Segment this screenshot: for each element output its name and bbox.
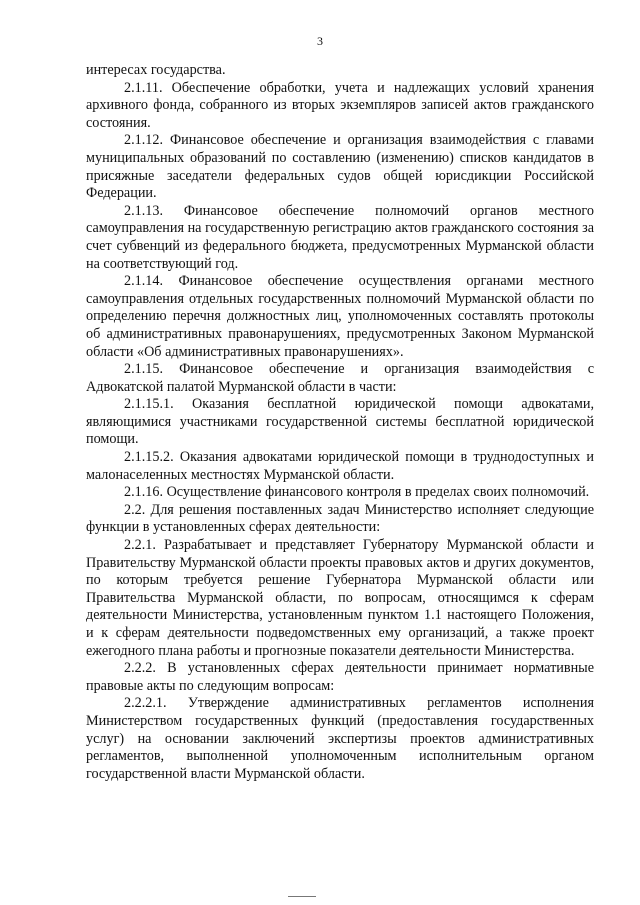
paragraph-2-1-14: 2.1.14. Финансовое обеспечение осуществления органами местного самоуправления отдельных государственных полномочий Мурманской области по определению перечня должностных лиц, уполномоченных составлять протоколы об административных правонарушениях, предусмотренных Законом Мурманской области «Об административных правонарушениях». (86, 273, 594, 360)
paragraph-2-1-16: 2.1.16. Осуществление финансового контроля в пределах своих полномочий. (124, 484, 590, 501)
footer-divider (288, 896, 316, 897)
page-number: 3 (317, 34, 323, 48)
paragraph-2-1-13: 2.1.13. Финансовое обеспечение полномочий органов местного самоуправления на государственную регистрацию актов гражданского состояния за счет субвенций из федерального бюджета, предусмотренных Мурманской области на соответствующий год. (86, 202, 594, 272)
paragraph-2-1-12: 2.1.12. Финансовое обеспечение и организация взаимодействия с главами муниципальных образований по составлению (изменению) списков кандидатов в присяжные заседатели федеральных судов общей юрисдикции Российской Федерации. (86, 132, 594, 202)
document-body (86, 62, 594, 783)
paragraph-2-2-1: 2.2.1. Разрабатывает и представляет Губернатору Мурманской области и Правительству Мурманской области проекты правовых актов и других документов, по которым требуется решение Губернатора Мурманской области или Правительства Мурманской области, по вопросам, относящимся к сферам деятельности Министерства, установленным пунктом 1.1 настоящего Положения, и к сферам деятельности подведомственных ему организаций, а также проект ежегодного плана работы и прогнозные показатели деятельности Министерства. (86, 537, 594, 659)
paragraph-continuation: интересах государства. (86, 62, 226, 78)
paragraph-2-1-11: 2.1.11. Обеспечение обработки, учета и надлежащих условий хранения архивного фонда, собранного из вторых экземпляров записей актов гражданского состояния. (86, 79, 594, 131)
paragraph-2-1-15: 2.1.15. Финансовое обеспечение и организация взаимодействия с Адвокатской палатой Мурманской области в части: (86, 361, 594, 395)
paragraph-2-2-2: 2.2.2. В установленных сферах деятельности принимает нормативные правовые акты по следующим вопросам: (86, 660, 594, 694)
paragraph-2-1-15-1: 2.1.15.1. Оказания бесплатной юридической помощи адвокатами, являющимися участниками государственной системы бесплатной юридической помощи. (86, 396, 594, 448)
paragraph-2-1-15-2: 2.1.15.2. Оказания адвокатами юридической помощи в труднодоступных и малонаселенных местностях Мурманской области. (86, 449, 594, 483)
paragraph-2-2-2-1: 2.2.2.1. Утверждение административных регламентов исполнения Министерством государственных функций (предоставления государственных услуг) на основании заключений экспертизы проектов административных регламентов, выполненной уполномоченным исполнительным органом государственной власти Мурманской области. (86, 695, 594, 782)
paragraph-2-2: 2.2. Для решения поставленных задач Министерство исполняет следующие функции в установленных сферах деятельности: (86, 501, 594, 536)
